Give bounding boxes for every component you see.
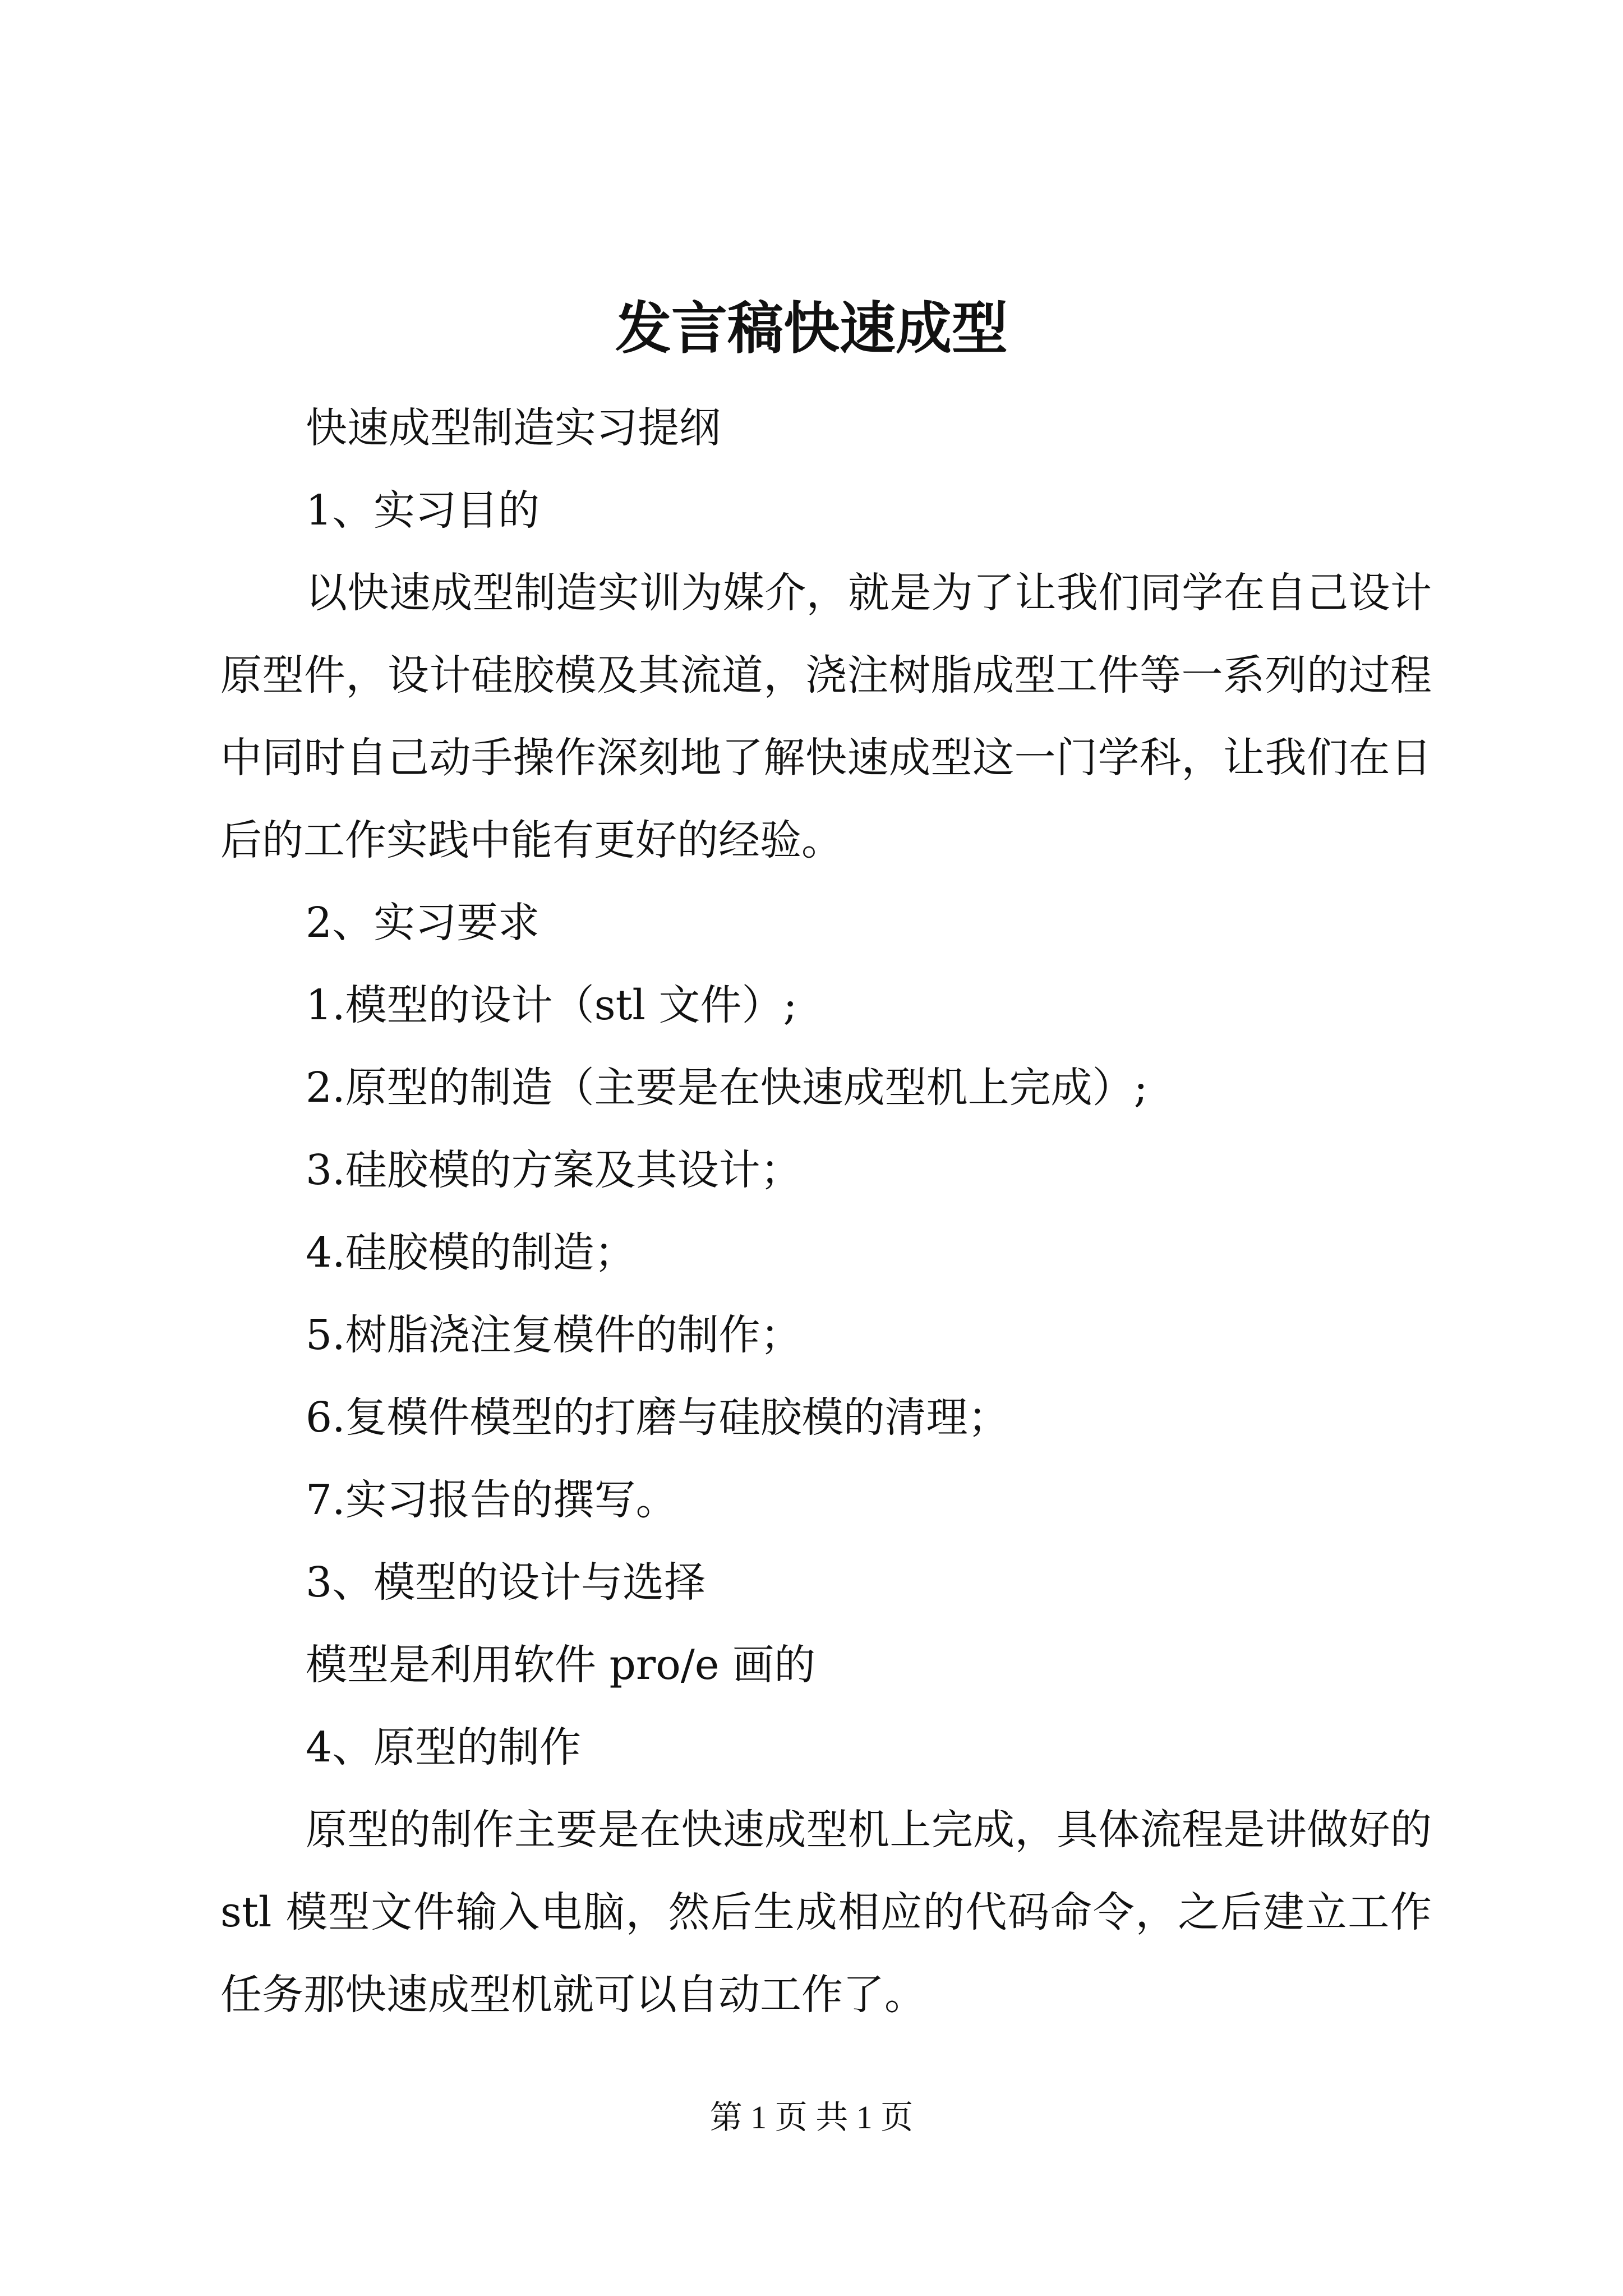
paragraph-purpose: 以快速成型制造实训为媒介，就是为了让我们同学在自己设计原型件，设计硅胶模及其流道，浇注树脂成型工件等一系列的过程中同时自己动手操作深刻地了解快速成型这一门学科，让我们在日后的工作实践中能有更好的经验。 xyxy=(220,569,1432,864)
requirement-item-1: 1.模型的设计（stl 文件）; xyxy=(306,981,797,1029)
section-heading-purpose: 1、实习目的 xyxy=(306,486,540,535)
section-heading-model-design: 3、模型的设计与选择 xyxy=(306,1558,706,1607)
model-design-text: 模型是利用软件 pro/e 画的 xyxy=(306,1641,816,1689)
requirement-item-7: 7.实习报告的撰写。 xyxy=(306,1476,677,1524)
requirement-item-4: 4.硅胶模的制造； xyxy=(306,1228,636,1277)
requirement-item-6: 6.复模件模型的打磨与硅胶模的清理； xyxy=(306,1393,1009,1442)
document-body xyxy=(220,387,1432,2036)
requirement-item-3: 3.硅胶模的方案及其设计； xyxy=(306,1146,802,1194)
section-heading-prototype: 4、原型的制作 xyxy=(306,1723,582,1772)
section-heading-requirements: 2、实习要求 xyxy=(306,899,540,947)
paragraph-prototype: 原型的制作主要是在快速成型机上完成，具体流程是讲做好的 stl 模型文件输入电脑，然后生成相应的代码命令，之后建立工作任务那快速成型机就可以自动工作了。 xyxy=(220,1806,1432,2019)
requirement-item-2: 2.原型的制造（主要是在快速成型机上完成）; xyxy=(306,1064,1148,1112)
requirement-item-5: 5.树脂浇注复模件的制作； xyxy=(306,1311,802,1359)
outline-heading: 快速成型制造实习提纲 xyxy=(306,404,721,452)
document-title: 发言稿快速成型 xyxy=(615,295,1008,361)
page-footer: 第 1 页 共 1 页 xyxy=(709,2099,914,2136)
